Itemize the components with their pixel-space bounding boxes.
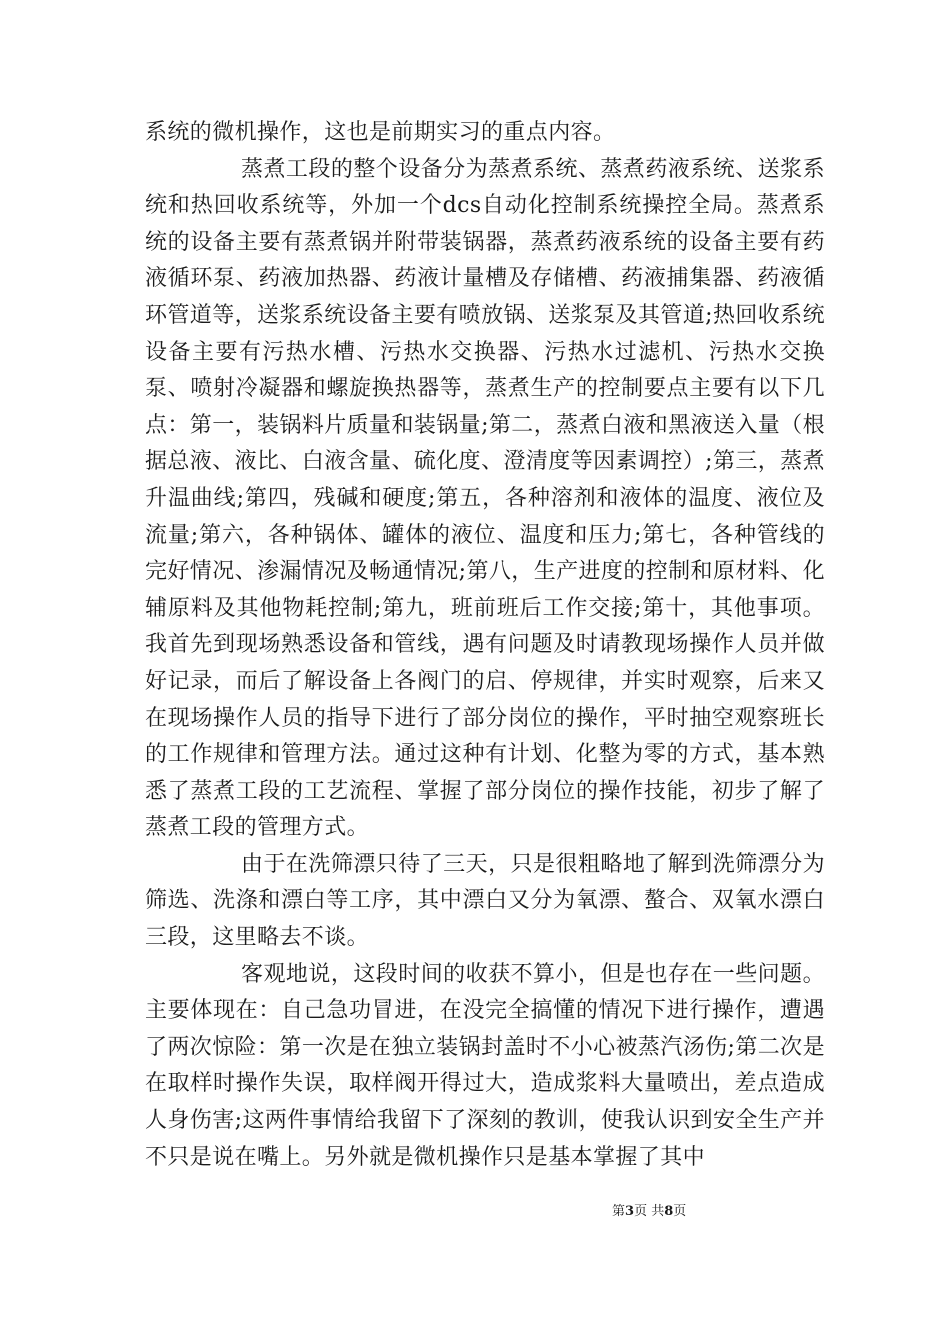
footer-middle: 页 共 xyxy=(634,1204,665,1219)
paragraph-cooking-section: 蒸煮工段的整个设备分为蒸煮系统、蒸煮药液系统、送浆系统和热回收系统等，外加一个dcs自动化控制系统操控全局。蒸煮系统的设备主要有蒸煮锅并附带装锅器，蒸煮药液系统的设备主要有药液循环泵、药液加热器、药液计量槽及存储槽、药液捕集器、药液循环管道等，送浆系统设备主要有喷放锅、送浆泵及其管道;热回收系统设备主要有污热水槽、污热水交换器、污热水过滤机、污热水交换泵、喷射冷凝器和螺旋换热器等，蒸煮生产的控制要点主要有以下几点：第一，装锅料片质量和装锅量;第二，蒸煮白液和黑液送入量（根据总液、液比、白液含量、硫化度、澄清度等因素调控）;第三，蒸煮升温曲线;第四，残碱和硬度;第五，各种溶剂和液体的温度、液位及流量;第六，各种锅体、罐体的液位、温度和压力;第七，各种管线的完好情况、渗漏情况及畅通情况;第八，生产进度的控制和原材料、化辅原料及其他物耗控制;第九，班前班后工作交接;第十，其他事项。我首先到现场熟悉设备和管线，遇有问题及时请教现场操作人员并做好记录，而后了解设备上各阀门的启、停规律，并实时观察，后来又在现场操作人员的指导下进行了部分岗位的操作，平时抽空观察班长的工作规律和管理方法。通过这种有计划、化整为零的方式，基本熟悉了蒸煮工段的工艺流程、掌握了部分岗位的操作技能，初步了解了蒸煮工段的管理方式。 xyxy=(145,156,825,841)
paragraph-continuation: 系统的微机操作，这也是前期实习的重点内容。 xyxy=(145,120,616,145)
page-footer xyxy=(0,1204,950,1220)
footer-current-page: 3 xyxy=(625,1204,635,1219)
paragraph-washing-screening-bleaching: 由于在洗筛漂只待了三天，只是很粗略地了解到洗筛漂分为筛选、洗涤和漂白等工序，其中漂白又分为氧漂、螯合、双氧水漂白三段，这里略去不谈。 xyxy=(145,851,825,951)
footer-prefix: 第 xyxy=(612,1204,626,1219)
body-text xyxy=(145,115,825,1176)
paragraph-problems: 客观地说，这段时间的收获不算小，但是也存在一些问题。主要体现在：自己急功冒进，在没完全搞懂的情况下进行操作，遭遇了两次惊险：第一次是在独立装锅封盖时不小心被蒸汽汤伤;第二次是在取样时操作失误，取样阀开得过大，造成浆料大量喷出，差点造成人身伤害;这两件事情给我留下了深刻的教训，使我认识到安全生产并不只是说在嘴上。另外就是微机操作只是基本掌握了其中 xyxy=(145,961,825,1170)
footer-total-pages: 8 xyxy=(664,1204,674,1219)
footer-suffix: 页 xyxy=(673,1204,687,1219)
